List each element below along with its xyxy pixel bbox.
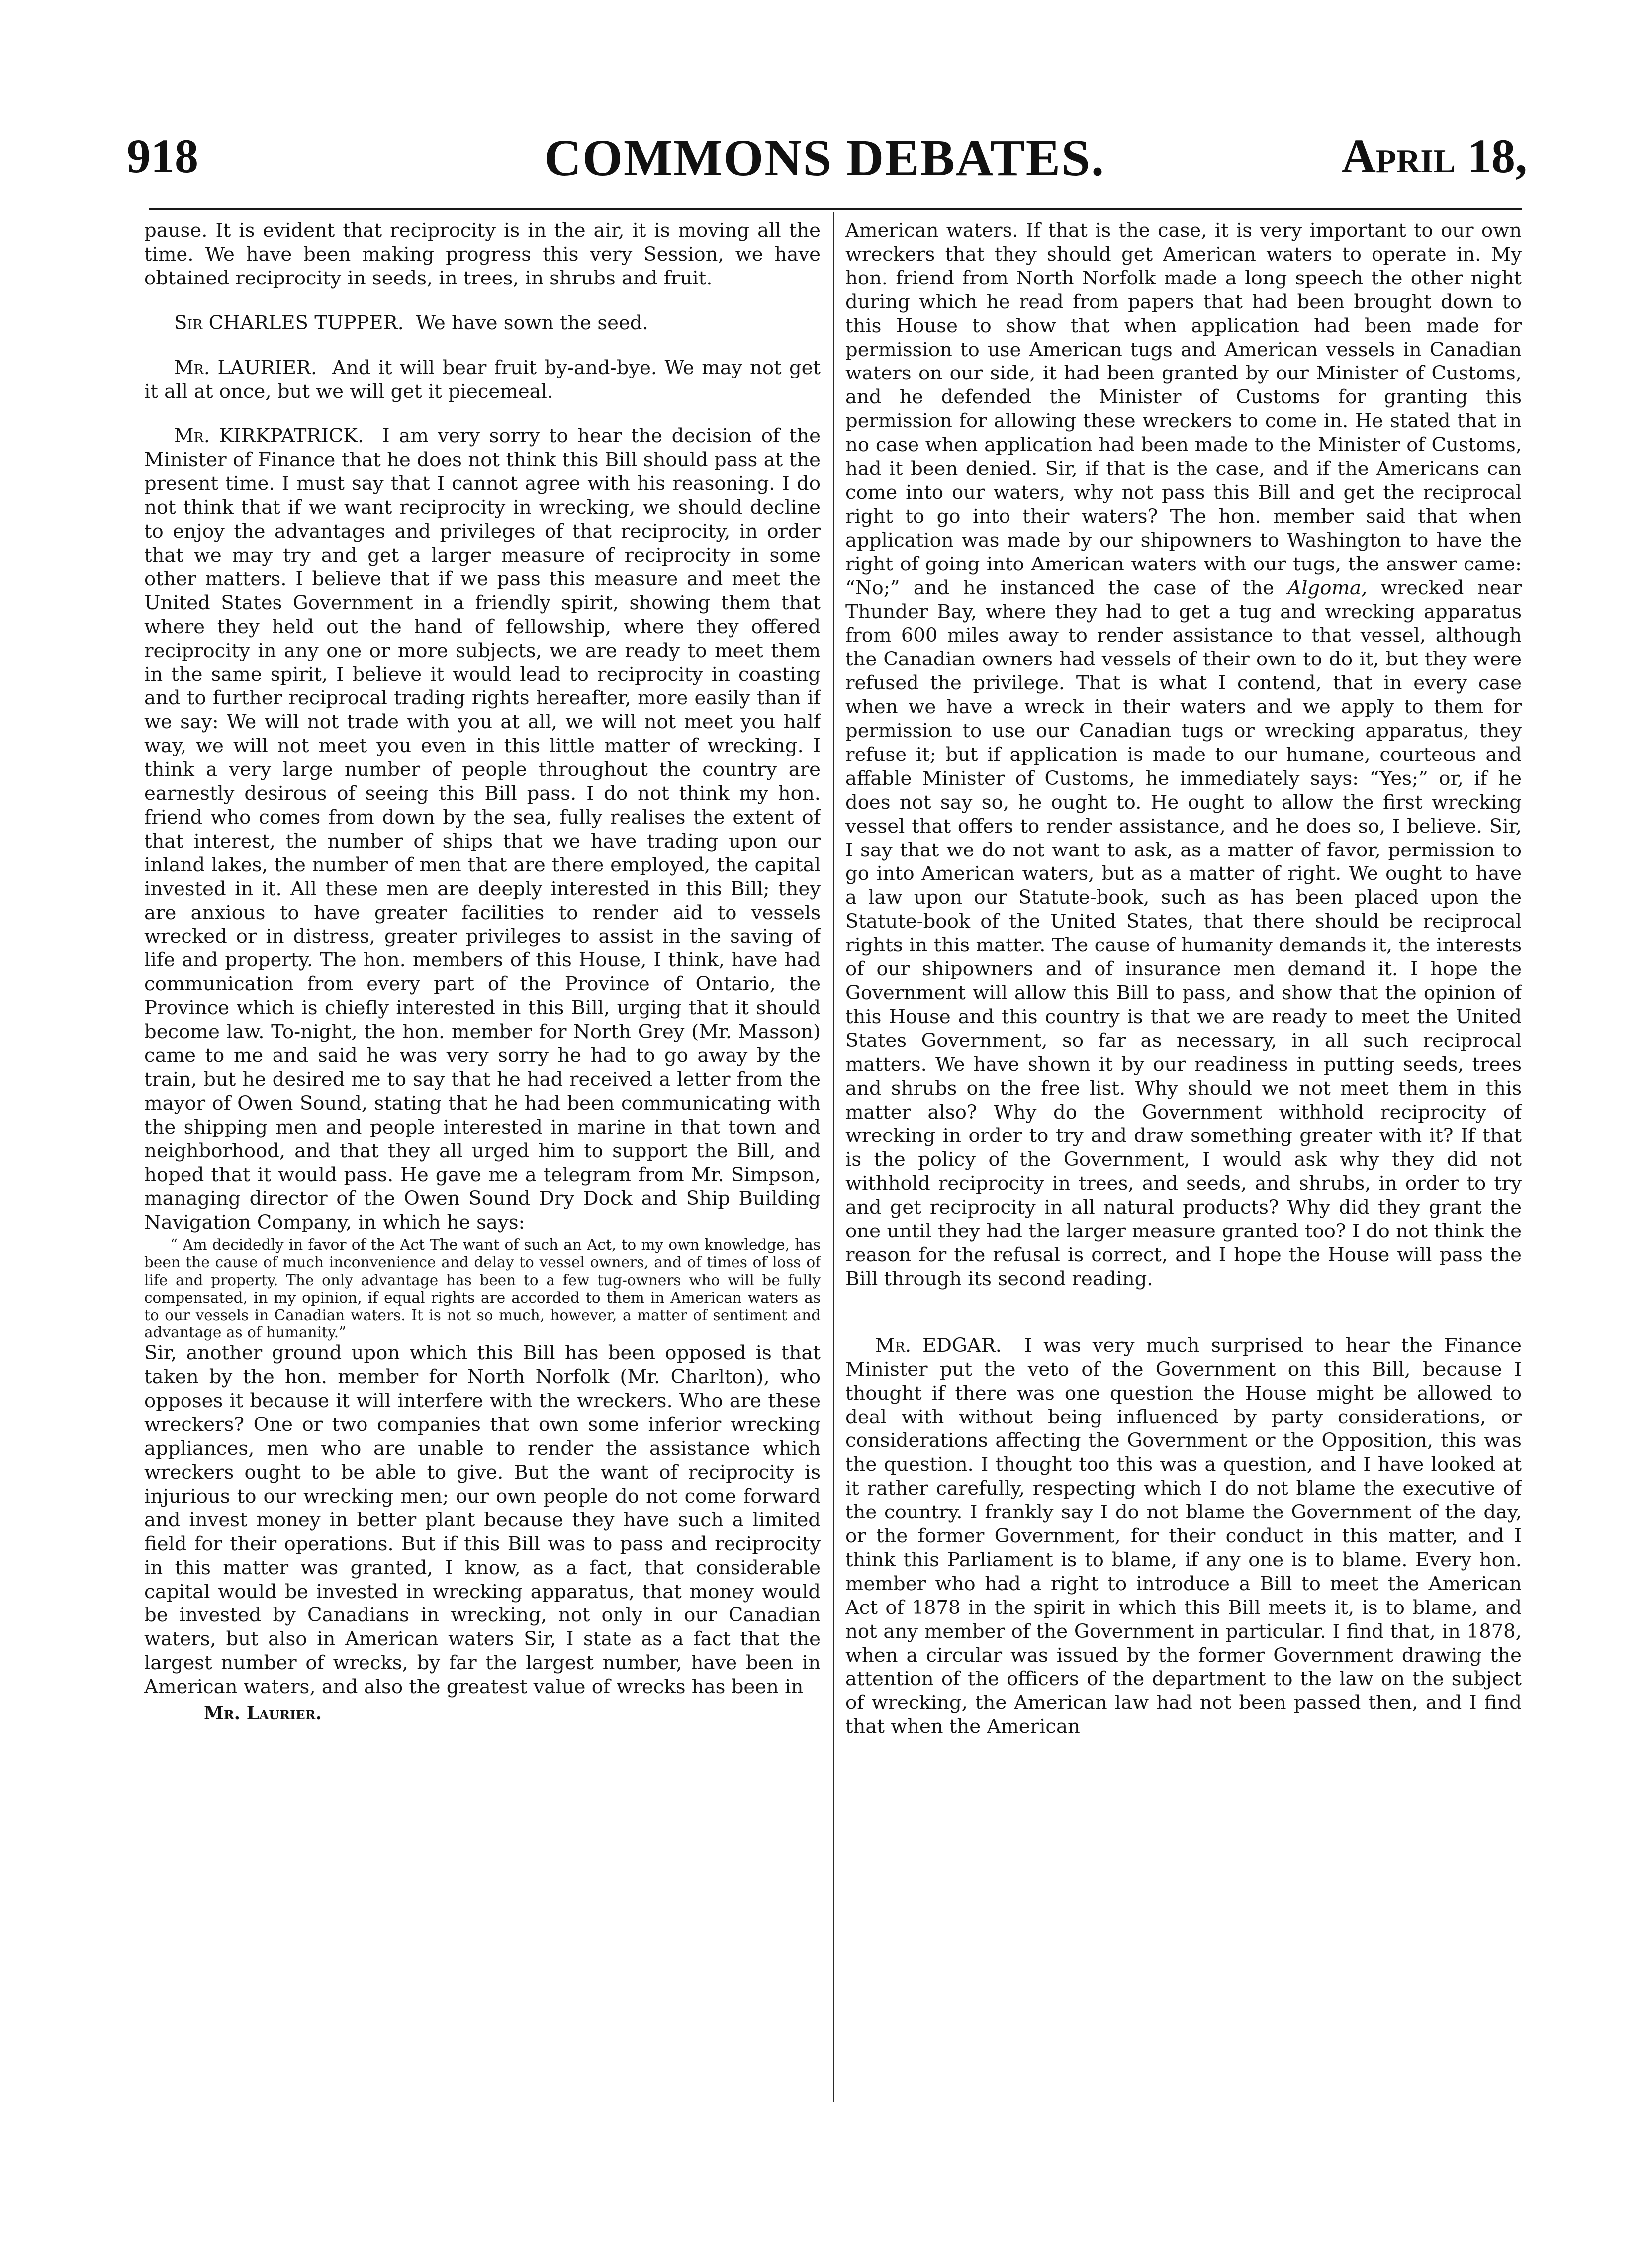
- ship-name: Algoma,: [1287, 576, 1368, 599]
- speech-text: We have sown the seed.: [416, 311, 648, 334]
- paragraph: pause. It is evident that reciprocity is in the air, it is moving all the time. We have been making progress this very Session, we have obtained reciprocity in seeds, in trees, in shrubs and fruit.: [144, 219, 821, 289]
- publication-title: COMMONS DEBATES.: [544, 129, 1105, 187]
- speech-text: And it will bear fruit by-and-bye. We may not get it all at once, but we will get it piecemeal.: [144, 356, 821, 403]
- speaker-name: Mr. EDGAR.: [875, 1334, 1002, 1357]
- speech-text: American waters. If that is the case, it is very important to our own wreckers that they should get American waters to operate in. My hon. friend from North Norfolk made a long speech the other night during which he read from papers that had been brought down to this House to show that when application had been made for permission to use American tugs and American vessels in Canadian waters on our side, it had been granted by our Minister of Customs, and he defended the Minister of Customs for granting this permission for allowing these wreckers to come in. He stated that in no case when application had been made to the Minister of Customs, had it been denied. Sir, if that is the case, and if the Americans can come into our waters, why not pass this Bill and get the reciprocal right to go into their waters? The hon. member said that when application was made by our shipowners to Washington to have the right of going into American waters with our tugs, the answer came: “No;” and he instanced the case of the: [845, 219, 1522, 599]
- paragraph: [845, 1334, 1522, 1739]
- telegram-quote: “ Am decidedly in favor of the Act The want of such an Act, to my own knowledge, has been the cause of much inconvenience and delay to vessel owners, and of times of loss of life and property. The only advantage has been to a few tug-owners who will be fully compensated, in my opinion, if equal rights are accorded to them in American waters as to our vessels in Canadian waters. It is not so much, however, a matter of sentiment and advantage as of humanity.”: [144, 1236, 821, 1341]
- speech-text: I am very sorry to hear the decision of the Minister of Finance that he does not think this Bill should pass at the present time. I must say that I cannot agree with his reasoning. I do not think that if we want reciprocity in wrecking, we should decline to enjoy the advantages and privileges of that reciprocity, in order that we may try and get a larger measure of reciprocity in some other matters. I believe that if we pass this measure and meet the United States Government in a friendly spirit, showing them that where they held out the hand of fellowship, where they offered reciprocity in any one or more subjects, we are ready to meet them in the same spirit, I believe it would lead to reciprocity in coasting and to further reciprocal trading rights hereafter, more easily than if we say: We will not trade with you at all, we will not meet you half way, we will not meet you even in this little matter of wrecking. I think a very large number of people throughout the country are earnestly desirous of seeing this Bill pass. I do not think my hon. friend who comes from down by the sea, fully realises the extent of that interest, the number of ships that we have trading upon our inland lakes, the number of men that are there employed, the capital invested in it. All these men are deeply interested in this Bill; they are anxious to have greater facilities to render aid to vessels wrecked or in distress, greater privileges to assist in the saving of life and property. The hon. members of this House, I think, have had communication from every part of the Province of Ontario, the Province which is chiefly interested in this Bill, urging that it should become law. To-night, the hon. member for North Grey (Mr. Masson) came to me and said he was very sorry he had to go away by the train, but he desired me to say that he had received a letter from the mayor of Owen Sound, stating that he had been communicating with the shipping men and people interested in marine in that town and neighborhood, and that they all urged him to support the Bill, and hoped that it would pass. He gave me a telegram from Mr. Simpson, managing director of the Owen Sound Dry Dock and Ship Building Navigation Company, in which he says:: [144, 425, 821, 1234]
- speech-text: I was very much surprised to hear the Finance Minister put the veto of the Government on this Bill, because I thought if there was one question the House might be allowed to deal with without being influenced by party considerations, or considerations affecting the Government or the Opposition, this was the question. I thought too this was a question, and I have looked at it rather carefully, respecting which I do not blame the executive of the country. I frankly say I do not blame the Government of the day, or the former Government, for their conduct in this matter, and I think this Parliament is to blame, if any one is to blame. Every hon. member who had a right to introduce a Bill to meet the American Act of 1878 in the spirit in which this Bill meets it, is to blame, and not any member of the Government in particular. I find that, in 1878, when a circular was issued by the former Government drawing the attention of the officers of the department to the law on the subject of wrecking, the American law had not been passed then, and I find that when the American: [845, 1334, 1522, 1738]
- column-divider: [833, 212, 834, 2102]
- speech-text: wrecked near Thunder Bay, where they had to get a tug and wrecking apparatus from 600 miles away to render assistance to that vessel, although the Canadian owners had vessels of their own to do it, but they were refused the privilege. That is what I contend, that in every case when we have a wreck in their waters and we apply to them for permission to use our Canadian tugs or wrecking apparatus, they refuse it; but if application is made to our humane, courteous and affable Minister of Customs, he immediately says: “Yes;” or, if he does not say so, he ought to. He ought to allow the first wrecking vessel that offers to render assistance, and he does so, I believe. Sir, I say that we do not want to ask, as a matter of favor, permission to go into American waters, but as a matter of right. We ought to have a law upon our Statute-book, such as has been placed upon the Statute-book of the United States, that there should be reciprocal rights in this matter. The cause of humanity demands it, the interests of our shipowners and of insurance men demand it. I hope the Government will allow this Bill to pass, and show that the opinion of this House and this country is that we are ready to meet the United States Government, so far as necessary, in all such reciprocal matters. We have shown it by our readiness in putting seeds, trees and shrubs on the free list. Why should we not meet them in this matter also? Why do the Government withhold reciprocity of wrecking in order to try and draw something greater with it? If that is the policy of the Government, I would ask why they did not withhold reciprocity in trees, and seeds, and shrubs, in order to try and get reciprocity in all natural products? Why did they grant the one until they had the larger measure granted too? I do not think the reason for the refusal is correct, and I hope the House will pass the Bill through its second reading.: [845, 576, 1522, 1290]
- speaker-name: Mr. LAURIER.: [174, 356, 317, 379]
- header-rule: [149, 208, 1522, 210]
- footer-signature: Mr. Laurier.: [204, 1703, 322, 1724]
- left-column: [144, 219, 821, 2149]
- paragraph: Sir, another ground upon which this Bill has been opposed is that taken by the hon. member for North Norfolk (Mr. Charlton), who opposes it because it will interfere with the wreckers. Who are these wreckers? One or two companies that own some inferior wrecking appliances, men who are unable to render the assistance which wreckers ought to be able to give. But the want of reciprocity is injurious to our wrecking men; our own people do not come forward and invest money in better plant because they have such a limited field for their operations. But if this Bill was to pass and reciprocity in this matter was granted, I know, as a fact, that considerable capital would be invested in wrecking apparatus, that money would be invested by Canadians in wrecking, not only in our Canadian waters, but also in American waters Sir, I state as a fact that the largest number of wrecks, by far the largest number, have been in American waters, and also the greatest value of wrecks has been in: [144, 1342, 821, 1699]
- paragraph: [144, 311, 821, 335]
- paragraph: [144, 424, 821, 1234]
- paragraph: [845, 219, 1522, 1291]
- paragraph: [144, 356, 821, 404]
- page-date: April 18,: [1341, 129, 1527, 183]
- speaker-name: Sir CHARLES TUPPER.: [174, 311, 404, 334]
- right-column: [845, 219, 1522, 2149]
- page-number: 918: [127, 129, 198, 183]
- speaker-name: Mr. KIRKPATRICK.: [174, 425, 364, 448]
